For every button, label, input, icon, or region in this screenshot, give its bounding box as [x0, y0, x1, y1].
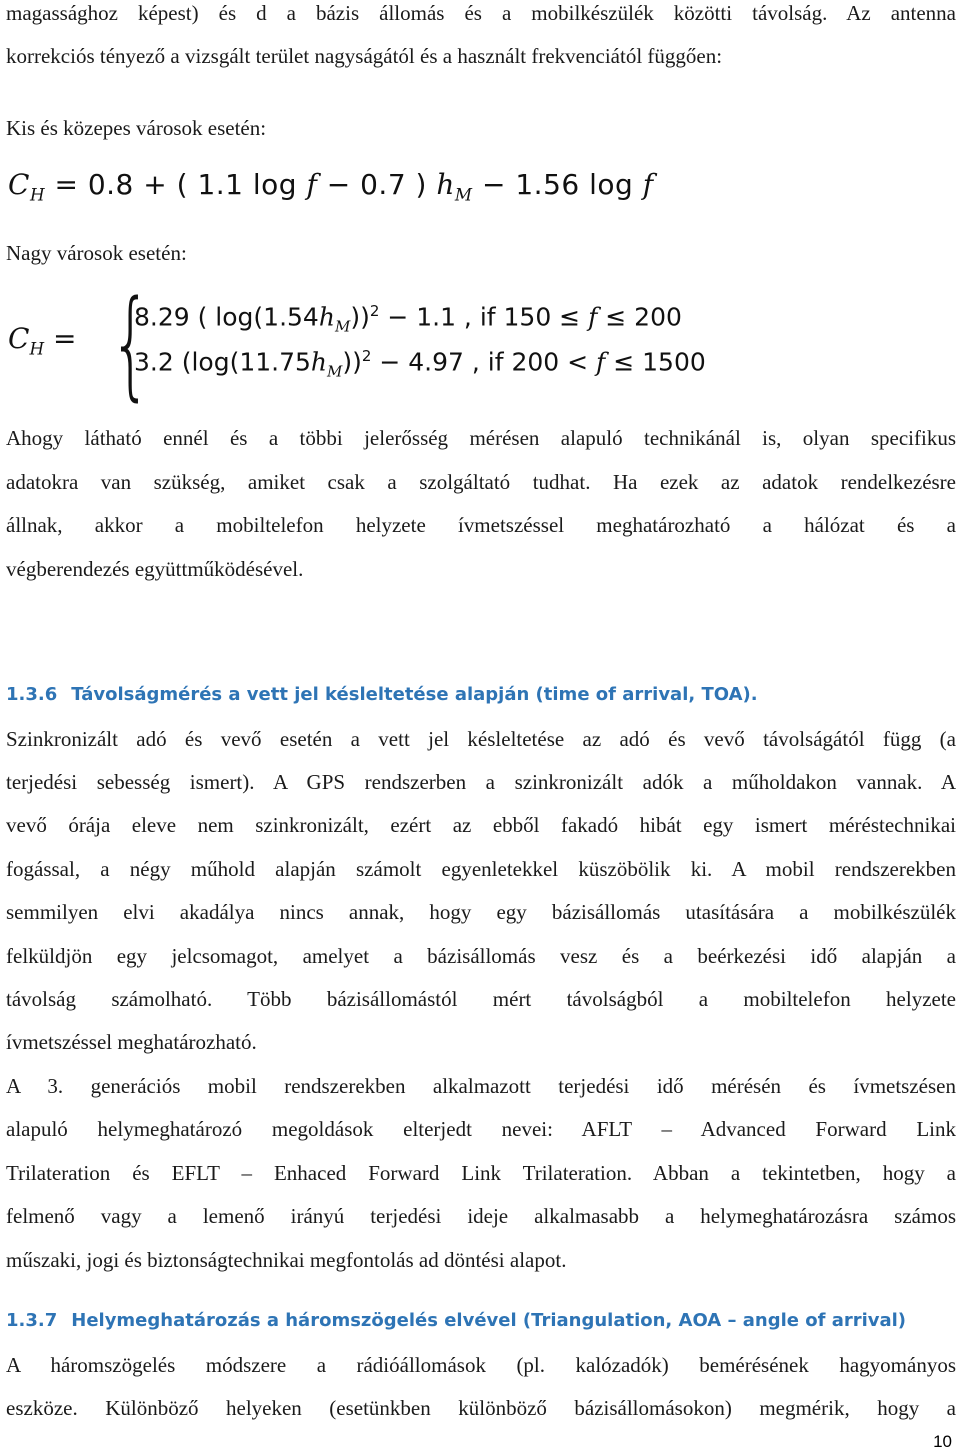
formula-subscript: M [334, 317, 351, 336]
text-line: terjedési sebesség ismert). A GPS rendszerben a szinkronizált adók a műholdakon vannak. A [6, 770, 956, 794]
formula-symbol: h [318, 302, 335, 332]
section-heading-1-3-6 [6, 683, 758, 707]
text-line: alapuló helymeghatározó megoldások elterjedt nevei: AFLT – Advanced Forward Link [6, 1117, 956, 1141]
text-line: távolság számolható. Több bázisállomástól mért távolságból a mobiltelefon helyzete [6, 987, 956, 1011]
formula-large-cities-lhs [8, 322, 76, 359]
formula-text: − 1.56 log [472, 168, 643, 201]
curly-brace-icon: { [110, 274, 152, 412]
formula-symbol: f [642, 168, 654, 201]
formula-superscript: 2 [369, 302, 380, 320]
formula-symbol: h [310, 347, 328, 377]
section-heading-1-3-7 [6, 1309, 906, 1333]
formula-large-cities-row1 [134, 302, 682, 335]
formula-text: ≤ 1500 [605, 347, 706, 377]
formula-text: )) [350, 302, 370, 332]
formula-symbol: f [306, 168, 318, 201]
formula-symbol: f [596, 347, 606, 377]
formula-subscript: M [454, 184, 473, 205]
text-line: semmilyen elvi akadálya nincs annak, hogy egy bázisállomás utasítására a mobilkészülék [6, 900, 956, 924]
text-line: Trilateration és EFLT – Enhaced Forward Link Trilateration. Abban a tekintetben, hogy a [6, 1161, 956, 1185]
formula-text: 3.2 (log(11.75 [134, 347, 311, 377]
formula-subscript: H [29, 184, 46, 205]
text-line: Kis és közepes városok esetén: [6, 116, 267, 140]
text-line: felküldjön egy jelcsomagot, amelyet a bázisállomás vesz és a beérkezési idő alapján a [6, 944, 956, 968]
text-line: Ahogy látható ennél és a többi jelerősség mérésen alapuló technikánál is, olyan specifikus [6, 426, 956, 450]
formula-text: ≤ 200 [597, 302, 682, 332]
formula-text: 8.29 ( log(1.54 [134, 302, 319, 332]
text-line: műszaki, jogi és biztonságtechnikai megfontolás ad döntési alapot. [6, 1248, 567, 1272]
formula-text: = 0.8 + ( 1.1 log [45, 168, 307, 201]
text-line: állnak, akkor a mobiltelefon helyzete ívmetszéssel meghatározható a hálózat és a [6, 513, 956, 537]
formula-symbol: h [436, 168, 455, 201]
formula-large-cities-row2 [134, 347, 706, 380]
text-line: felmenő vagy a lemenő irányú terjedési ideje alkalmasabb a helymeghatározásra számos [6, 1204, 956, 1228]
text-line: Nagy városok esetén: [6, 241, 187, 265]
text-line: Szinkronizált adó és vevő esetén a vett jel késleltetése az adó és vevő távolságától függ (a [6, 727, 956, 751]
heading-number: 1.3.6 [6, 684, 58, 705]
formula-symbol: C [8, 322, 30, 355]
text-line: adatokra van szükség, amiket csak a szolgáltató tudhat. Ha ezek az adatok rendelkezésre [6, 470, 956, 494]
formula-symbol: C [8, 168, 30, 201]
formula-text: − 0.7 ) [317, 168, 437, 201]
text-line: eszköze. Különböző helyeken (esetünkben különböző bázisállomásokon) megmérik, hogy a [6, 1396, 956, 1420]
formula-text: − 1.1 , if 150 ≤ [379, 302, 589, 332]
text-line: vevő órája eleve nem szinkronizált, ezért az ebből fakadó hibát egy ismert méréstechnikai [6, 813, 956, 837]
formula-subscript: H [29, 338, 45, 359]
heading-title: Helymeghatározás a háromszögelés elvével (Triangulation, AOA – angle of arrival) [71, 1310, 907, 1331]
formula-subscript: M [327, 362, 343, 381]
formula-small-cities [8, 168, 654, 205]
text-line: A háromszögelés módszere a rádióállomások (pl. kalózadók) bemérésének hagyományos [6, 1353, 956, 1377]
page-number: 10 [933, 1432, 952, 1451]
formula-superscript: 2 [361, 347, 372, 365]
formula-text: − 4.97 , if 200 < [371, 347, 597, 377]
text-line: magassághoz képest) és d a bázis állomás és a mobilkészülék közötti távolság. Az antenna [6, 1, 956, 25]
text-line: korrekciós tényező a vizsgált terület nagyságától és a használt frekvenciától függően: [6, 44, 723, 68]
text-line: ívmetszéssel meghatározható. [6, 1030, 257, 1054]
formula-text: )) [342, 347, 362, 377]
heading-title: Távolságmérés a vett jel késleltetése alapján (time of arrival, TOA). [71, 684, 758, 705]
formula-symbol: f [588, 302, 598, 332]
text-line: végberendezés együttműködésével. [6, 557, 304, 581]
text-line: fogással, a négy műhold alapján számolt egyenletekkel küszöbölik ki. A mobil rendszerekben [6, 857, 956, 881]
text-line: A 3. generációs mobil rendszerekben alkalmazott terjedési idő mérésén és ívmetszésen [6, 1074, 956, 1098]
formula-text: = [44, 322, 77, 355]
heading-number: 1.3.7 [6, 1310, 58, 1331]
